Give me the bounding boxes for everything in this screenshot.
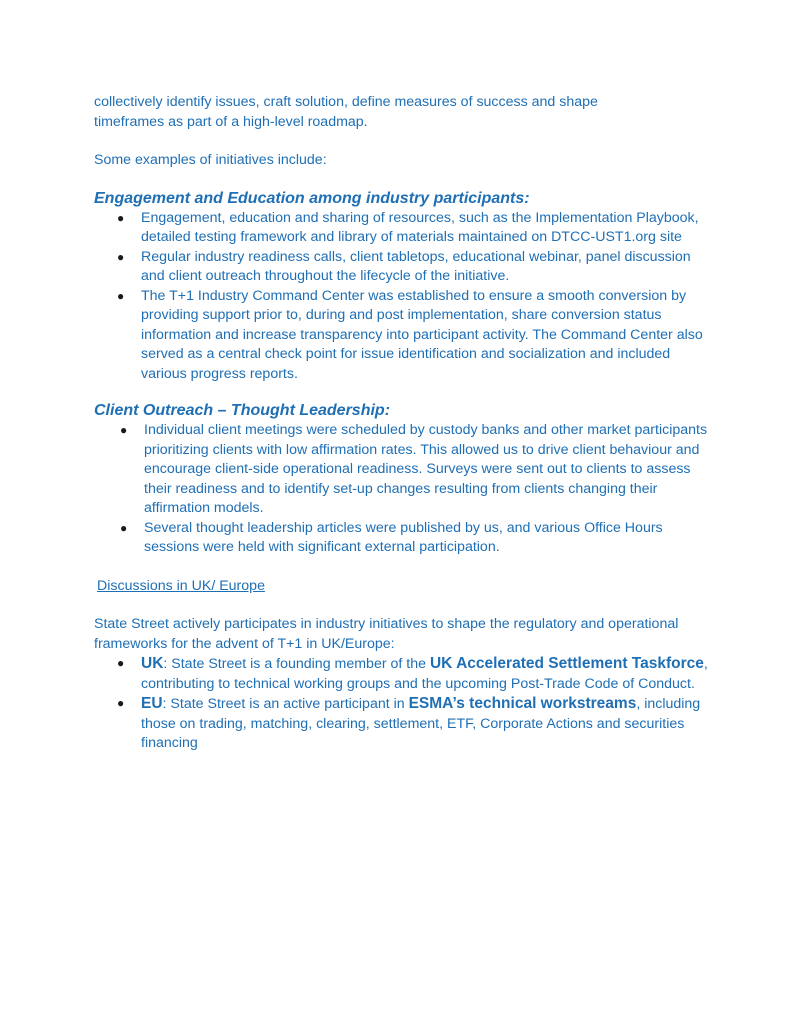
list-item-uk: ● UK: State Street is a founding member of the UK Accelerated Settlement Taskforce, contributing to technical working groups and the upcoming Post-Trade Code of Conduct.: [117, 655, 708, 692]
bullet-icon: ●: [117, 210, 125, 225]
bullet-icon: ●: [117, 696, 125, 710]
examples-intro: Some examples of initiatives include:: [94, 152, 327, 168]
section-heading-client-outreach: Client Outreach – Thought Leadership:: [94, 402, 391, 419]
engagement-list: [94, 209, 714, 385]
list-item-eu: ● EU: State Street is an active participant in ESMA’s technical workstreams, including those on trading, matching, clearing, settlement, ETF, Corporate Actions and securities financing: [117, 695, 701, 751]
section-heading-uk-europe: Discussions in UK/ Europe: [97, 577, 265, 594]
bullet-icon: ●: [117, 288, 125, 303]
list-item: ● Individual client meetings were scheduled by custody banks and other market participants prioritizing clients with low affirmation rates. This allowed us to drive client behaviour and encourage client-side operational readiness. Surveys were sent out to clients to assess their readiness and to identify set-up changes resulting from clients changing their affirmation models.: [120, 422, 708, 516]
list-item: ● Engagement, education and sharing of resources, such as the Implementation Playbook, detailed testing framework and library of materials maintained on DTCC-UST1.org site: [117, 209, 699, 245]
intro-paragraph: collectively identify issues, craft solution, define measures of success and shape timeframes as part of a high-level roadmap.: [94, 94, 598, 130]
list-item: ● Several thought leadership articles were published by us, and various Office Hours sessions were held with significant external participation.: [120, 519, 663, 555]
bullet-icon: ●: [117, 249, 125, 264]
document-page: [94, 93, 714, 754]
uk-europe-list: [94, 654, 714, 754]
list-item: ● Regular industry readiness calls, client tabletops, educational webinar, panel discussion and client outreach throughout the lifecycle of the initiative.: [117, 248, 691, 284]
uk-europe-paragraph: State Street actively participates in industry initiatives to shape the regulatory and operational frameworks for the advent of T+1 in UK/Europe:: [94, 616, 679, 652]
client-outreach-list: [94, 421, 714, 558]
bullet-icon: ●: [120, 423, 128, 437]
bullet-icon: ●: [117, 656, 125, 670]
list-item: ● The T+1 Industry Command Center was established to ensure a smooth conversion by providing support prior to, during and post implementation, share conversion status information and increase transparency into participant activity. The Command Center also served as a central check point for issue identification and socialization and included various progress reports.: [117, 287, 703, 382]
bullet-icon: ●: [120, 520, 128, 535]
section-heading-engagement: Engagement and Education among industry participants:: [94, 189, 530, 207]
